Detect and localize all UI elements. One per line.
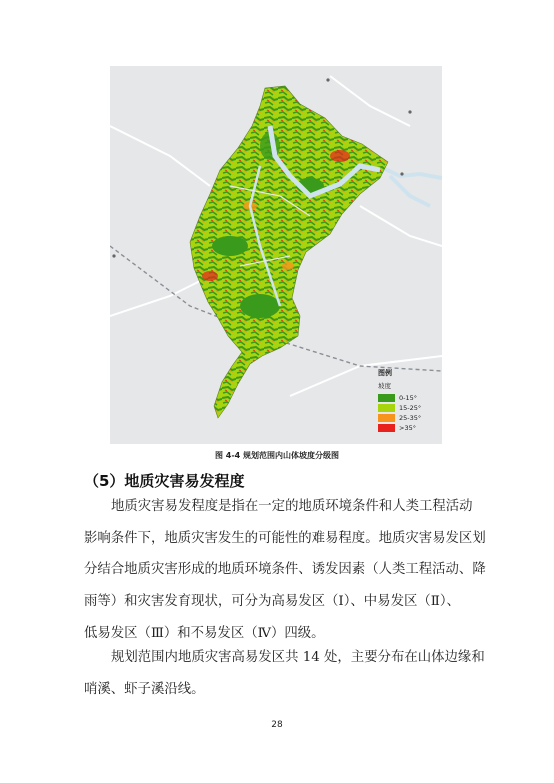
place-marker [112, 254, 115, 257]
place-marker [400, 172, 403, 175]
legend-title: 图例 [378, 369, 392, 377]
legend-label: 25-35° [399, 414, 422, 422]
legend-swatch [378, 394, 395, 402]
place-marker [326, 78, 329, 81]
paragraph-line: 规划范围内地质灾害高易发区共 14 处，主要分布在山体边缘和 [111, 650, 485, 665]
legend-item [378, 403, 440, 413]
legend-swatch [378, 414, 395, 422]
paragraph-line: 分结合地质灾害形成的地质环境条件、诱发因素（人类工程活动、降 [84, 562, 486, 578]
paragraph-line: 低易发区（Ⅲ）和不易发区（Ⅳ）四级。 [84, 625, 325, 641]
map-legend [378, 368, 440, 433]
paragraph-line: 雨等）和灾害发育现状，可分为高易发区（Ⅰ）、中易发区（Ⅱ）、 [84, 594, 460, 610]
page-number: 28 [271, 720, 283, 730]
paragraph-2 [84, 642, 485, 705]
legend-swatch [378, 424, 395, 432]
figure-caption: 图 4-4 规划范围内山体坡度分级图 [214, 451, 340, 460]
legend-item [378, 423, 440, 433]
paragraph-line: 影响条件下，地质灾害发生的可能性的难易程度。地质灾害易发区划 [84, 530, 486, 546]
paragraph-line: 哨溪、虾子溪沿线。 [84, 681, 205, 697]
legend-label: >35° [399, 424, 416, 432]
place-marker [408, 110, 411, 113]
legend-subtitle: 坡度 [378, 382, 391, 390]
legend-swatch [378, 404, 395, 412]
paragraph-1 [84, 491, 486, 650]
legend-item [378, 393, 440, 403]
slope-classification-map [110, 66, 442, 444]
legend-label: 0-15° [399, 394, 418, 402]
paragraph-line: 地质灾害易发程度是指在一定的地质环境条件和人类工程活动 [111, 499, 473, 514]
section-heading: （5）地质灾害易发程度 [84, 472, 245, 490]
legend-label: 15-25° [399, 404, 422, 412]
legend-item [378, 413, 440, 423]
